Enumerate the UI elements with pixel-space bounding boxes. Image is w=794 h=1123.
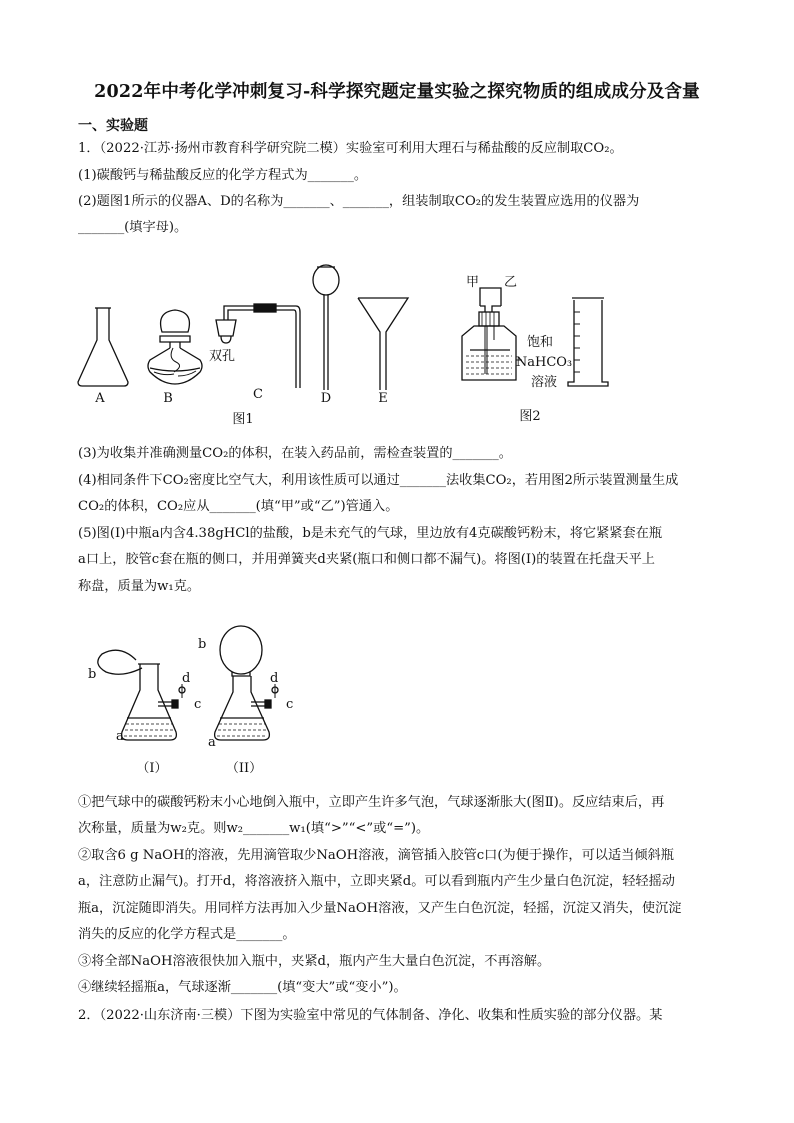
flask-i-label-a: a	[116, 729, 124, 744]
section-heading: 一、实验题	[78, 118, 148, 134]
label-c: C	[253, 387, 263, 402]
question-1-part-5-cont-1: a口上，胶管c套在瓶的侧口，并用弹簧夹d夹紧(瓶口和侧口都不漏气)。将图(Ⅰ)的装置在托盘天平上	[78, 552, 655, 567]
label-d: D	[320, 391, 332, 406]
question-1-part-2-cont: _______(填字母)。	[78, 220, 188, 235]
stopper-tube-c	[216, 304, 300, 388]
figure-1-caption: 图1	[232, 412, 254, 427]
page-title: 2022年中考化学冲刺复习-科学探究题定量实验之探究物质的组成成分及含量	[94, 82, 700, 102]
figure-1-2	[70, 250, 630, 430]
gas-washing-bottle	[462, 288, 522, 380]
stopper-label: 双孔	[208, 349, 236, 364]
solution-label-2: NaHCO₃	[515, 355, 573, 370]
flask-ii	[215, 626, 278, 740]
solution-label-3: 溶液	[530, 375, 558, 390]
question-2-stem: 2．（2022·山东济南·三模）下图为实验室中常见的气体制备、净化、收集和性质实验的部分仪器。某	[78, 1008, 663, 1023]
question-1-step-2-cont-1: a，注意防止漏气)。打开d，将溶液挤入瓶中，立即夹紧d。可以看到瓶内产生少量白色沉淀，轻轻摇动	[78, 874, 675, 889]
flask-i-label-c: c	[194, 697, 202, 712]
tube-yi-label: 乙	[504, 275, 518, 290]
question-1-step-1-cont: 次称量，质量为w₂克。则w₂_______w₁(填“>”“<”或“=”)。	[78, 821, 430, 836]
question-1-step-3: ③将全部NaOH溶液很快加入瓶中，夹紧d，瓶内产生大量白色沉淀，不再溶解。	[78, 954, 551, 969]
question-1-part-2: (2)题图1所示的仪器A、D的名称为_______、_______，组装制取CO₂的发生装置应选用的仪器为	[78, 194, 640, 209]
flask-ii-caption: （II）	[225, 761, 263, 776]
flask-ii-label-c: c	[286, 697, 294, 712]
question-1-step-2: ②取含6 g NaOH的溶液，先用滴管取少NaOH溶液，滴管插入胶管c口(为便于操作，可以适当倾斜瓶	[78, 848, 674, 863]
flask-i	[98, 650, 185, 740]
label-b: B	[163, 391, 173, 406]
question-1-step-2-cont-2: 瓶a，沉淀随即消失。用同样方法再加入少量NaOH溶液，又产生白色沉淀，轻摇，沉淀又消失，使沉淀	[78, 901, 682, 916]
figure-flasks	[78, 620, 318, 785]
figure-2-caption: 图2	[519, 409, 541, 424]
graduated-cylinder	[568, 298, 608, 386]
question-1-step-4: ④继续轻摇瓶a，气球逐渐_______(填“变大”或“变小”)。	[78, 980, 407, 995]
question-1-stem: 1．（2022·江苏·扬州市教育科学研究院二模）实验室可利用大理石与稀盐酸的反应制取CO₂。	[78, 141, 623, 156]
question-1-part-4-cont: CO₂的体积，CO₂应从_______(填“甲”或“乙”)管通入。	[78, 499, 399, 514]
question-1-step-2-cont-3: 消失的反应的化学方程式是_______。	[78, 927, 296, 942]
flask-ii-label-d: d	[270, 671, 279, 686]
flask-i-label-d: d	[182, 671, 191, 686]
flask-i-label-b: b	[88, 667, 97, 682]
funnel-e	[358, 298, 408, 390]
label-e: E	[378, 391, 388, 406]
question-1-part-1: (1)碳酸钙与稀盐酸反应的化学方程式为_______。	[78, 168, 368, 183]
flask-ii-label-b: b	[198, 637, 207, 652]
solution-label-1: 饱和	[526, 335, 554, 350]
flask-i-caption: （I）	[136, 761, 168, 776]
long-neck-funnel-d	[313, 265, 339, 390]
question-1-step-1: ①把气球中的碳酸钙粉末小心地倒入瓶中，立即产生许多气泡，气球逐渐胀大(图Ⅱ)。反应结束后，再	[78, 795, 665, 810]
tube-jia-label: 甲	[466, 275, 480, 290]
alcohol-lamp-b	[148, 310, 202, 384]
question-1-part-5: (5)图(Ⅰ)中瓶a内含4.38gHCl的盐酸，b是未充气的气球，里边放有4克碳酸钙粉末，将它紧紧套在瓶	[78, 526, 663, 541]
label-a: A	[95, 391, 105, 406]
question-1-part-4: (4)相同条件下CO₂密度比空气大，利用该性质可以通过_______法收集CO₂，若用图2所示装置测量生成	[78, 473, 679, 488]
question-1-part-5-cont-2: 称盘，质量为w₁克。	[78, 579, 201, 594]
question-1-part-3: (3)为收集并准确测量CO₂的体积，在装入药品前，需检查装置的_______。	[78, 446, 512, 461]
conical-flask-a	[78, 308, 128, 386]
flask-ii-label-a: a	[208, 735, 216, 750]
